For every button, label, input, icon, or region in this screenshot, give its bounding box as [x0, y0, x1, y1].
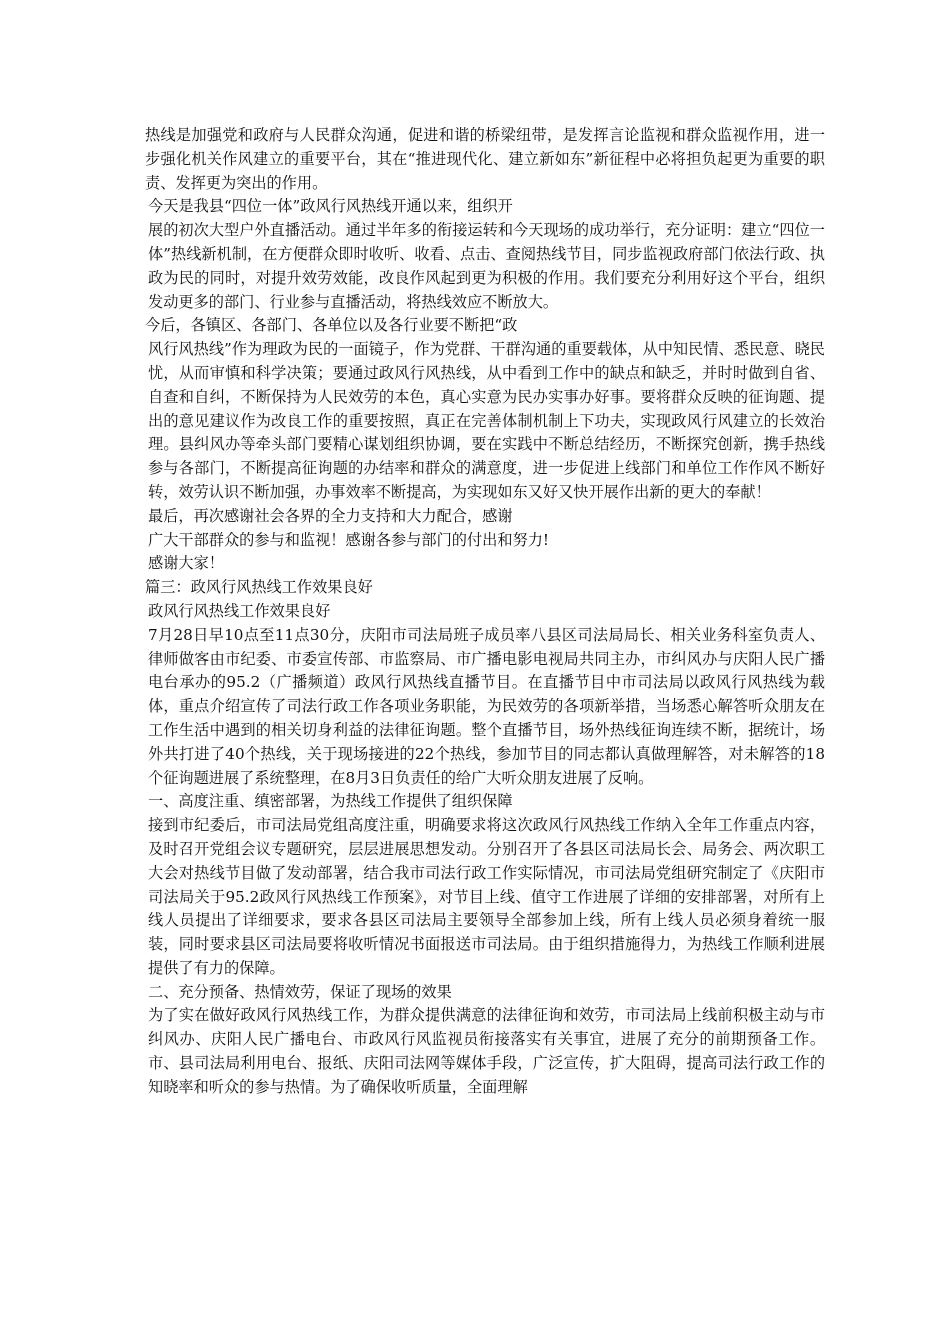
article-title: 政风行风热线工作效果良好 [148, 601, 331, 620]
section-heading-part-three: 篇三：政风行风热线工作效果良好 [145, 578, 373, 597]
paragraph-thanks-all: 感谢大家！ [148, 554, 224, 573]
paragraph-future-start: 今后，各镇区、各部门、各单位以及各行业要不断把“政 [145, 316, 518, 335]
paragraph-thanks-body: 广大干部群众的参与和监视！感谢各参与部门的付出和努力! [148, 530, 549, 549]
paragraph-thanks-start: 最后，再次感谢社会各界的全力支持和大力配合，感谢 [148, 506, 513, 525]
document-page [145, 124, 825, 1100]
paragraph-hotline-bridge: 热线是加强党和政府与人民群众沟通，促进和谐的桥梁纽带，是发挥言论监视和群众监视作用，进一步强化机关作风建立的重要平台，其在“推进现代化、建立新如东”新征程中必将担负起更为重要的职责、发挥更为突出的作用。 [145, 126, 825, 192]
paragraph-preparation: 为了实在做好政风行风热线工作，为群众提供满意的法律征询和效劳，市司法局上线前积极主动与市纠风办、庆阳人民广播电台、市政风行风监视员衔接落实有关事宜，进展了充分的前期预备工作。市、县司法局利用电台、报纸、庆阳司法网等媒体手段，广泛宣传，扩大阻碍，提高司法行政工作的知晓率和听众的参与热情。为了确保收听质量，全面理解 [148, 1006, 825, 1096]
paragraph-future-body: 风行风热线”作为理政为民的一面镜子，作为党群、干群沟通的重要载体，从中知民情、悉民意、晓民忧，从而审慎和科学决策；要通过政风行风热线，从中看到工作中的缺点和缺乏，并时时做到自省、自查和自纠，不断保持为人民效劳的本色，真心实意为民办实事办好事。要将群众反映的征询题、提出的意见建议作为改良工作的重要按照，真正在完善体制机制上下功夫，实现政风行风建立的长效治理。县纠风办等牵头部门要精心谋划组织协调，要在实践中不断总结经历，不断探究创新，携手热线参与各部门，不断提高征询题的办结率和群众的满意度，进一步促进上线部门和单位工作作风不断好转，效劳认识不断加强，办事效率不断提高，为实现如东又好又快开展作出新的更大的奉献！ [148, 340, 825, 501]
subheading-one: 一、高度注重、缜密部署，为热线工作提供了组织保障 [148, 792, 513, 811]
paragraph-live-broadcast: 7月28日早10点至11点30分，庆阳市司法局班子成员率八县区司法局局长、相关业务科室负责人、律师做客由市纪委、市委宣传部、市监察局、市广播电影电视局共同主办，市纠风办与庆阳人民广播电台承办的95.2（广播频道）政风行风热线直播节目。在直播节目中市司法局以政风行风热线为载体，重点介绍宣传了司法行政工作各项业务职能，为民效劳的各项新举措，当场悉心解答听众朋友在工作生活中遇到的相关切身利益的法律征询题。整个直播节目，场外热线征询连续不断，据统计，场外共打进了40个热线，关于现场接进的22个热线，参加节目的同志都认真做理解答，对未解答的18个征询题进展了系统整理，在8月3日负责任的给广大听众朋友进展了反响。 [148, 625, 825, 787]
paragraph-today-live-body: 展的初次大型户外直播活动。通过半年多的衔接运转和今天现场的成功举行，充分证明：建立“四位一体”热线新机制，在方便群众即时收听、收看、点击、查阅热线节目，同步监视政府部门依法行政、执政为民的同时，对提升效劳效能，改良作风起到更为积极的作用。我们要充分利用好这个平台，组织发动更多的部门、行业参与直播活动，将热线效应不断放大。 [148, 221, 825, 311]
paragraph-today-live-start: 今天是我县“四位一体”政风行风热线开通以来，组织开 [148, 197, 513, 216]
paragraph-organization: 接到市纪委后，市司法局党组高度注重，明确要求将这次政风行风热线工作纳入全年工作重点内容，及时召开党组会议专题研究，层层进展思想发动。分别召开了各县区司法局长会、局务会、两次职工大会对热线节目做了发动部署，结合我市司法行政工作实际情况，市司法局党组研究制定了《庆阳市司法局关于95.2政风行风热线工作预案》，对节目上线、值守工作进展了详细的安排部署，对所有上线人员提出了详细要求，要求各县区司法局主要领导全部参加上线，所有上线人员必须身着统一服装，同时要求县区司法局要将收听情况书面报送市司法局。由于组织措施得力，为热线工作顺利进展提供了有力的保障。 [148, 816, 825, 977]
subheading-two: 二、充分预备、热情效劳，保证了现场的效果 [148, 982, 452, 1001]
